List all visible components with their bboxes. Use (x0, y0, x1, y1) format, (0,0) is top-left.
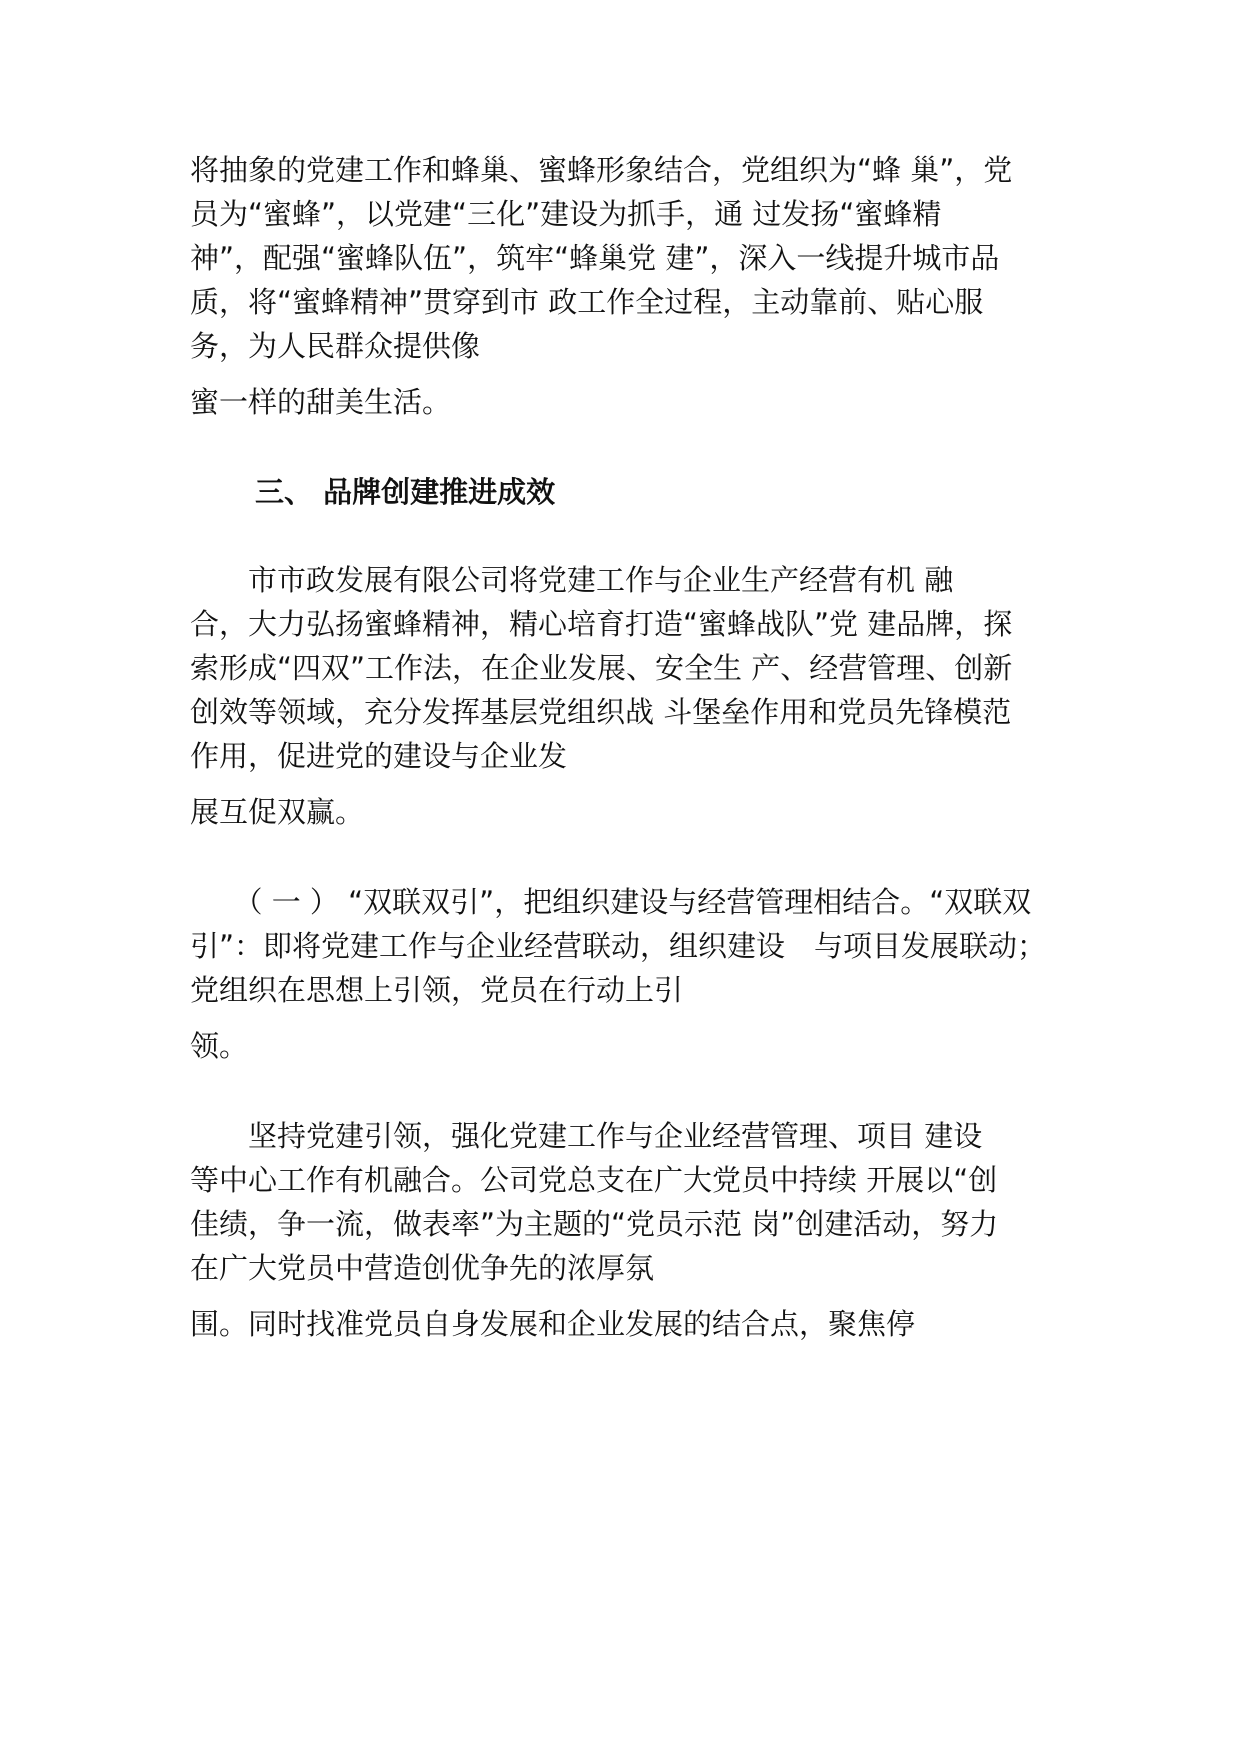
paragraph-2-line-3: 索形成“四双”工作法，在企业发展、安全生 产、经营管理、创新 (190, 651, 1013, 685)
paragraph-3-line-4: 领。 (190, 1029, 249, 1063)
paragraph-3-line-2: 引”：即将党建工作与企业经营联动，组织建设 与项目发展联动； (190, 929, 1047, 963)
paragraph-1-line-5: 务，为人民群众提供像 (190, 329, 481, 363)
paragraph-1-line-4: 质，将“蜜蜂精神”贯穿到市 政工作全过程，主动靠前、贴心服 (190, 285, 984, 319)
paragraph-2-line-6: 展互促双赢。 (190, 795, 365, 829)
paragraph-4-line-3: 佳绩，争一流，做表率”为主题的“党员示范 岗”创建活动，努力 (190, 1207, 999, 1241)
section-heading: 三、 品牌创建推进成效 (255, 475, 556, 509)
paragraph-3-line-3: 党组织在思想上引领，党员在行动上引 (190, 973, 684, 1007)
paragraph-1-line-6: 蜜一样的甜美生活。 (190, 385, 452, 419)
paragraph-4-line-2: 等中心工作有机融合。公司党总支在广大党员中持续 开展以“创 (190, 1163, 998, 1197)
paragraph-2-line-4: 创效等领域，充分发挥基层党组织战 斗堡垒作用和党员先锋模范 (190, 695, 1012, 729)
paragraph-1-line-2: 员为“蜜蜂”，以党建“三化”建设为抓手，通 过发扬“蜜蜂精 (190, 197, 942, 231)
paragraph-2-line-2: 合，大力弘扬蜜蜂精神，精心培育打造“蜜蜂战队”党 建品牌，探 (190, 607, 1013, 641)
paragraph-2-line-1: 市市政发展有限公司将党建工作与企业生产经营有机 融 (190, 563, 954, 597)
paragraph-4-line-1: 坚持党建引领，强化党建工作与企业经营管理、项目 建设 (190, 1119, 983, 1153)
paragraph-2-line-5: 作用，促进党的建设与企业发 (190, 739, 568, 773)
paragraph-4-line-4: 在广大党员中营造创优争先的浓厚氛 (190, 1251, 655, 1285)
paragraph-1-line-1: 将抽象的党建工作和蜂巢、蜜蜂形象结合，党组织为“蜂 巢”，党 (190, 153, 1013, 187)
paragraph-1-line-3: 神”，配强“蜜蜂队伍”，筑牢“蜂巢党 建”，深入一线提升城市品 (190, 241, 1000, 275)
paragraph-3-line-1: （ 一 ） “双联双引”，把组织建设与经营管理相结合。“双联双 (190, 885, 1032, 919)
paragraph-4-line-5: 围。同时找准党员自身发展和企业发展的结合点，聚焦停 (190, 1307, 916, 1341)
